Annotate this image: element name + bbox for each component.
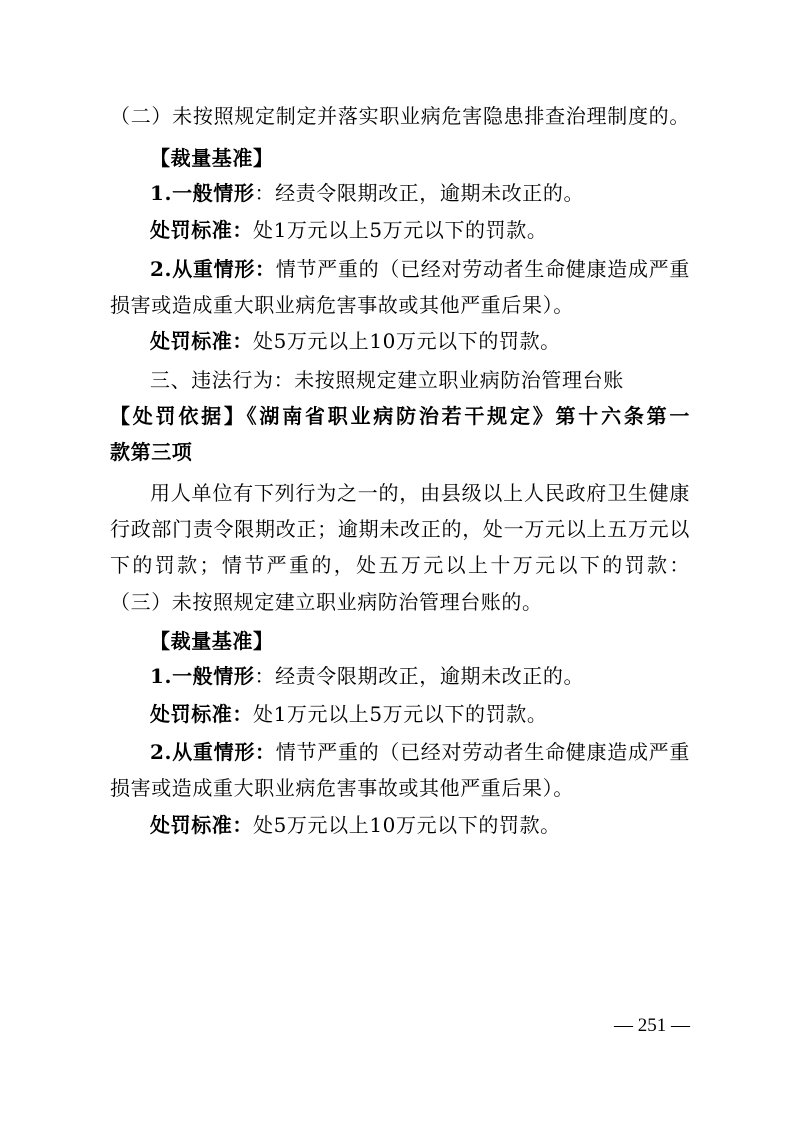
penalty-standard-text: 处1万元以上5万元以下的罚款。 <box>253 702 548 726</box>
general-case <box>150 664 690 688</box>
penalty-standard-text: 处5万元以上10万元以下的罚款。 <box>253 329 561 353</box>
body-paragraph: 下的罚款；情节严重的，处五万元以上十万元以下的罚款： <box>110 553 690 577</box>
general-case-text: ：经责令限期改正，逾期未改正的。 <box>254 664 585 688</box>
discretion-heading: 【裁量基准】 <box>150 629 274 653</box>
severe-case-label: 2.从重情形： <box>150 257 276 281</box>
penalty-standard <box>150 813 690 837</box>
clause-2: （二）未按照规定制定并落实职业病危害隐患排查治理制度的。 <box>110 104 690 128</box>
section-title: 三、违法行为：未按照规定建立职业病防治管理台账 <box>150 368 624 392</box>
penalty-standard-label: 处罚标准： <box>150 329 253 353</box>
severe-case <box>150 740 690 764</box>
body-paragraph: 行政部门责令限期改正；逾期未改正的，处一万元以上五万元以 <box>110 517 690 541</box>
general-case-label: 1.一般情形 <box>150 181 255 205</box>
severe-case-text: 情节严重的（已经对劳动者生命健康造成严重 <box>275 740 690 764</box>
legal-basis: 【处罚依据】《湖南省职业病防治若干规定》第十六条第一 <box>110 404 690 428</box>
body-paragraph: 用人单位有下列行为之一的，由县级以上人民政府卫生健康 <box>150 481 690 505</box>
severe-case-continuation: 损害或造成重大职业病危害事故或其他严重后果）。 <box>110 293 574 317</box>
general-case-text: ：经责令限期改正，逾期未改正的。 <box>254 181 585 205</box>
severe-case-label: 2.从重情形： <box>150 740 276 764</box>
penalty-standard-label: 处罚标准： <box>150 813 253 837</box>
page-number: — 251 — <box>614 1015 690 1036</box>
severe-case <box>150 257 690 281</box>
penalty-standard <box>150 329 690 353</box>
severe-case-text: 情节严重的（已经对劳动者生命健康造成严重 <box>275 257 690 281</box>
penalty-standard-text: 处5万元以上10万元以下的罚款。 <box>253 813 561 837</box>
legal-basis-continuation: 款第三项 <box>110 440 193 464</box>
penalty-standard <box>150 218 690 242</box>
penalty-standard-label: 处罚标准： <box>150 702 253 726</box>
penalty-standard-label: 处罚标准： <box>150 218 253 242</box>
general-case-label: 1.一般情形 <box>150 664 255 688</box>
penalty-standard-text: 处1万元以上5万元以下的罚款。 <box>253 218 548 242</box>
penalty-standard <box>150 702 690 726</box>
general-case <box>150 181 690 205</box>
severe-case-continuation: 损害或造成重大职业病危害事故或其他严重后果）。 <box>110 776 574 800</box>
clause-3: （三）未按照规定建立职业病防治管理台账的。 <box>110 590 543 614</box>
discretion-heading: 【裁量基准】 <box>150 146 274 170</box>
